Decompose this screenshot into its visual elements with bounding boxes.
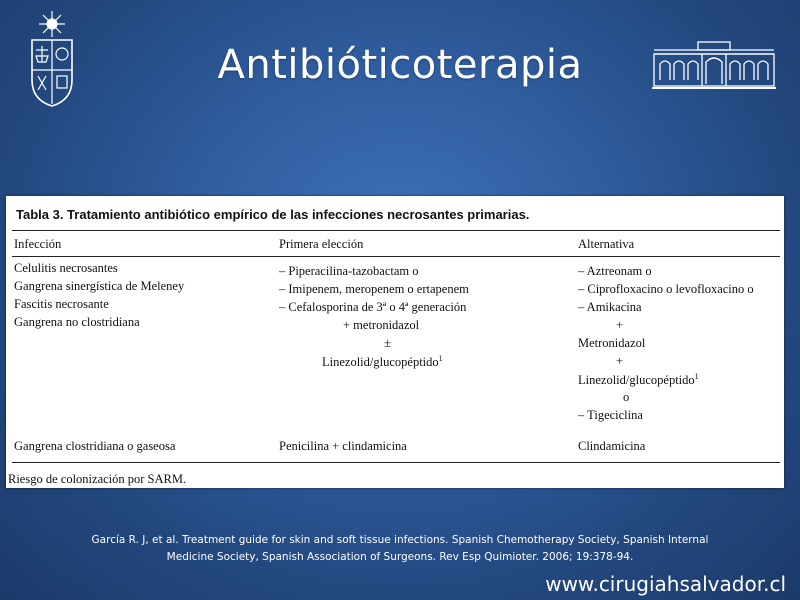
citation-line: Medicine Society, Spanish Association of Surgeons. Rev Esp Quimioter. 2006; 19:378-94. [166, 551, 634, 563]
table-title: Tabla 3. Tratamiento antibiótico empírico de las infecciones necrosantes primarias. [16, 207, 530, 222]
primera-item: – Cefalosporina de 3ª o 4ª generación [279, 300, 467, 314]
infeccion-item: Fascitis necrosante [14, 297, 109, 311]
hospital-building-icon [650, 40, 778, 90]
table-bottom-rule [12, 462, 780, 463]
primera-item: ± [384, 336, 391, 350]
primera-item: – Piperacilina-tazobactam o [279, 264, 419, 278]
alternativa-item: Clindamicina [578, 439, 646, 453]
primera-item: Linezolid/glucopéptido$^1$ [322, 354, 443, 370]
alternativa-item: Metronidazol [578, 336, 646, 350]
header-primera-eleccion: Primera elección [279, 237, 364, 251]
alternativa-item: Linezolid/glucopéptido$^1$ [578, 372, 699, 388]
primera-item: Penicilina + clindamicina [279, 439, 407, 453]
header-alternativa: Alternativa [578, 237, 635, 251]
alternativa-item: + [616, 354, 624, 368]
infeccion-item: Celulitis necrosantes [14, 261, 118, 275]
header-infeccion: Infección [14, 237, 62, 251]
table-footnote: Riesgo de colonización por SARM. [8, 472, 187, 486]
infeccion-item: Gangrena clostridiana o gaseosa [14, 439, 176, 453]
website-link[interactable]: www.cirugiahsalvador.cl [545, 572, 786, 596]
alternativa-item: – Ciprofloxacino o levofloxacino o [578, 282, 754, 296]
slide-title: Antibióticoterapia [217, 42, 583, 88]
alternativa-item: o [623, 390, 630, 404]
primera-item: + metronidazol [343, 318, 420, 332]
header-rule [12, 256, 780, 257]
infeccion-item: Gangrena no clostridiana [14, 315, 140, 329]
alternativa-item: – Amikacina [578, 300, 642, 314]
infeccion-item: Gangrena sinergística de Meleney [14, 279, 185, 293]
citation-line: García R. J, et al. Treatment guide for skin and soft tissue infections. Spanish Chemotherapy Society, Spanish Internal [91, 534, 709, 546]
alternativa-item: – Aztreonam o [578, 264, 652, 278]
primera-item: – Imipenem, meropenem o ertapenem [279, 282, 469, 296]
alternativa-item: – Tigeciclina [578, 408, 643, 422]
treatment-table [6, 196, 784, 488]
table-top-rule [12, 230, 780, 231]
alternativa-item: + [616, 318, 624, 332]
citation [60, 532, 740, 566]
